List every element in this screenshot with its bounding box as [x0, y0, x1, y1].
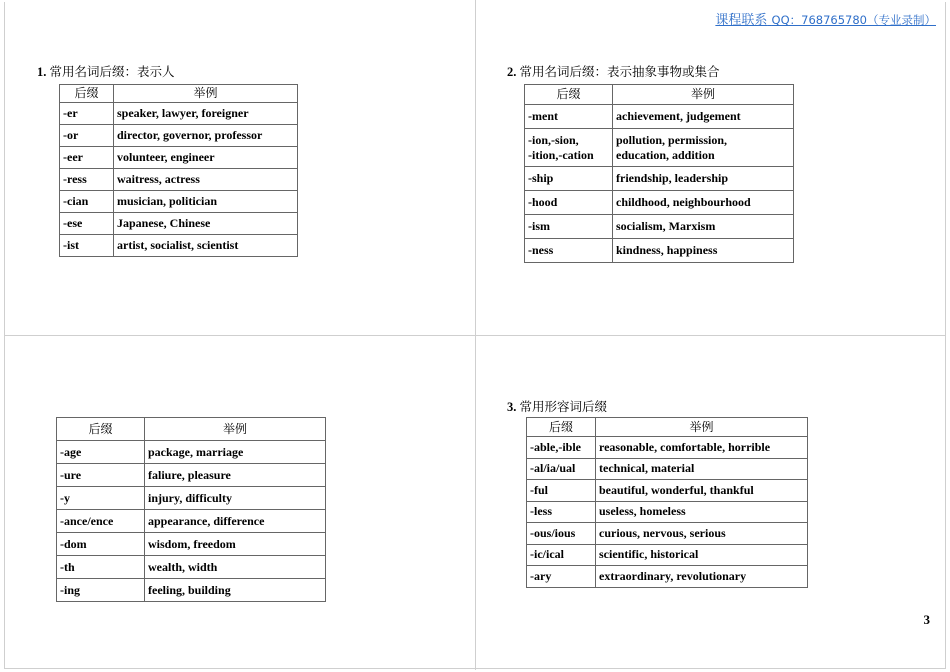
table-row — [57, 487, 326, 510]
example-text: pollution, permission, — [616, 132, 728, 147]
suffix-cell — [57, 533, 145, 556]
section2-title — [507, 62, 720, 80]
example-cell — [114, 147, 298, 169]
example-cell — [145, 487, 326, 510]
example-cell — [596, 566, 808, 588]
table-row — [60, 191, 298, 213]
suffix-cell — [527, 458, 596, 480]
example-text: technical, material — [599, 461, 695, 476]
table-row — [525, 129, 794, 167]
table-row — [60, 169, 298, 191]
section1-title — [37, 62, 175, 80]
page-number: 3 — [923, 612, 930, 627]
example-text: useless, homeless — [599, 504, 686, 519]
suffix-cell — [57, 510, 145, 533]
suffix-text: -or — [63, 128, 79, 142]
suffix-text: -dom — [60, 536, 87, 551]
example-cell — [114, 103, 298, 125]
section2-continued-table — [56, 417, 326, 602]
example-cell — [613, 239, 794, 263]
section2-table — [524, 84, 794, 263]
example-cell — [613, 191, 794, 215]
suffix-cell — [527, 544, 596, 566]
example-text: injury, difficulty — [148, 490, 233, 505]
suffix-text: -ress — [63, 172, 87, 186]
example-text: Japanese, Chinese — [117, 216, 211, 230]
horizontal-divider — [4, 335, 946, 336]
suffix-cell — [525, 129, 613, 167]
example-text: achievement, judgement — [616, 109, 741, 123]
suffix-text: -ion,-sion, — [528, 132, 579, 147]
col-header-suffix: 后缀 — [527, 418, 596, 437]
section1-number: 1. — [37, 65, 47, 79]
example-cell — [114, 235, 298, 257]
table-row — [60, 147, 298, 169]
suffix-cell — [525, 215, 613, 239]
example-cell — [613, 105, 794, 129]
table-row — [527, 437, 808, 459]
table-row — [527, 501, 808, 523]
example-cell — [145, 579, 326, 602]
example-text: musician, politician — [117, 194, 218, 208]
section3-table — [526, 417, 808, 588]
example-text: appearance, difference — [148, 513, 265, 528]
header-prefix: 课程联系 — [715, 13, 768, 28]
table-row — [60, 125, 298, 147]
example-text-line2: education, addition — [616, 147, 715, 162]
table-row — [527, 566, 808, 588]
col-header-example: 举例 — [145, 418, 326, 441]
suffix-text: -ance/ence — [60, 513, 114, 528]
table-row — [60, 103, 298, 125]
col-header-example: 举例 — [114, 85, 298, 103]
example-text: beautiful, wonderful, thankful — [599, 482, 754, 497]
section1-table — [59, 84, 298, 257]
suffix-text: -th — [60, 559, 75, 574]
col-header-suffix: 后缀 — [525, 85, 613, 105]
suffix-text: -ing — [60, 582, 81, 597]
suffix-cell — [525, 167, 613, 191]
example-text: faliure, pleasure — [148, 467, 231, 482]
example-text: curious, nervous, serious — [599, 525, 726, 540]
section1-title-text: 常用名词后缀：表示人 — [49, 65, 175, 79]
suffix-cell — [60, 103, 114, 125]
table-row — [527, 480, 808, 502]
example-text: speaker, lawyer, foreigner — [117, 106, 249, 120]
example-cell — [145, 441, 326, 464]
col-header-example: 举例 — [596, 418, 808, 437]
suffix-cell — [57, 487, 145, 510]
example-text: volunteer, engineer — [117, 150, 215, 164]
suffix-text: -y — [60, 490, 70, 505]
table-row — [525, 167, 794, 191]
col-header-suffix: 后缀 — [57, 418, 145, 441]
table-row — [525, 215, 794, 239]
suffix-text: -ment — [528, 109, 558, 123]
suffix-cell — [527, 523, 596, 545]
suffix-text: -able,-ible — [530, 439, 581, 454]
example-cell — [596, 437, 808, 459]
suffix-text: -er — [63, 106, 78, 120]
header-qq: QQ：768765780（专业录制） — [771, 13, 936, 27]
course-contact-link[interactable] — [715, 9, 936, 28]
section2-title-text: 常用名词后缀：表示抽象事物或集合 — [519, 65, 720, 79]
example-text: friendship, leadership — [616, 171, 729, 185]
table-row — [527, 544, 808, 566]
example-cell — [596, 480, 808, 502]
suffix-text: -ure — [60, 467, 82, 482]
suffix-cell — [525, 239, 613, 263]
table-row — [57, 579, 326, 602]
suffix-text: -cian — [63, 194, 89, 208]
suffix-cell — [527, 480, 596, 502]
suffix-cell — [525, 191, 613, 215]
example-cell — [114, 213, 298, 235]
example-cell — [613, 215, 794, 239]
example-cell — [613, 129, 794, 167]
example-text: socialism, Marxism — [616, 219, 716, 233]
suffix-cell — [57, 579, 145, 602]
suffix-cell — [60, 213, 114, 235]
section2-number: 2. — [507, 65, 517, 79]
example-text: childhood, neighbourhood — [616, 195, 751, 209]
suffix-text: -hood — [528, 195, 558, 209]
table-row — [60, 213, 298, 235]
example-text: extraordinary, revolutionary — [599, 568, 747, 583]
example-cell — [145, 556, 326, 579]
table-row — [57, 533, 326, 556]
example-cell — [613, 167, 794, 191]
suffix-cell — [525, 105, 613, 129]
suffix-text-line2: -ition,-cation — [528, 147, 594, 162]
suffix-cell — [60, 169, 114, 191]
suffix-text: -ful — [530, 482, 548, 497]
suffix-text: -ary — [530, 568, 552, 583]
suffix-cell — [60, 147, 114, 169]
example-text: wealth, width — [148, 559, 218, 574]
suffix-cell — [60, 191, 114, 213]
example-cell — [114, 125, 298, 147]
example-text: feeling, building — [148, 582, 231, 597]
example-text: kindness, happiness — [616, 243, 718, 257]
table-row — [527, 458, 808, 480]
example-text: wisdom, freedom — [148, 536, 236, 551]
suffix-text: -less — [530, 504, 552, 519]
example-cell — [596, 523, 808, 545]
section3-title-text: 常用形容词后缀 — [519, 400, 608, 414]
example-cell — [596, 544, 808, 566]
example-text: scientific, historical — [599, 547, 699, 562]
table-row — [57, 441, 326, 464]
example-cell — [145, 510, 326, 533]
suffix-cell — [57, 464, 145, 487]
suffix-text: -ness — [528, 243, 554, 257]
table-row — [525, 239, 794, 263]
example-cell — [145, 533, 326, 556]
suffix-text: -ism — [528, 219, 550, 233]
example-text: director, governor, professor — [117, 128, 263, 142]
example-cell — [114, 169, 298, 191]
example-text: waitress, actress — [117, 172, 200, 186]
suffix-cell — [57, 441, 145, 464]
suffix-text: -ous/ious — [530, 525, 576, 540]
suffix-text: -ic/ical — [530, 547, 564, 562]
suffix-text: -al/ia/ual — [530, 461, 576, 476]
suffix-cell — [57, 556, 145, 579]
table-row — [60, 235, 298, 257]
table-row — [57, 556, 326, 579]
col-header-example: 举例 — [613, 85, 794, 105]
table-row — [57, 510, 326, 533]
example-cell — [596, 458, 808, 480]
table-row — [525, 191, 794, 215]
suffix-cell — [60, 235, 114, 257]
table-row — [525, 105, 794, 129]
table-row — [527, 523, 808, 545]
suffix-cell — [60, 125, 114, 147]
section3-number: 3. — [507, 400, 517, 414]
col-header-suffix: 后缀 — [60, 85, 114, 103]
example-cell — [145, 464, 326, 487]
suffix-text: -ist — [63, 238, 79, 252]
example-text: reasonable, comfortable, horrible — [599, 439, 771, 454]
example-cell — [596, 501, 808, 523]
suffix-cell — [527, 437, 596, 459]
suffix-text: -ship — [528, 171, 554, 185]
suffix-text: -eer — [63, 150, 83, 164]
example-text: artist, socialist, scientist — [117, 238, 239, 252]
suffix-text: -age — [60, 444, 82, 459]
example-text: package, marriage — [148, 444, 244, 459]
suffix-text: -ese — [63, 216, 83, 230]
table-row — [57, 464, 326, 487]
suffix-cell — [527, 501, 596, 523]
example-cell — [114, 191, 298, 213]
section3-title — [507, 397, 607, 415]
suffix-cell — [527, 566, 596, 588]
